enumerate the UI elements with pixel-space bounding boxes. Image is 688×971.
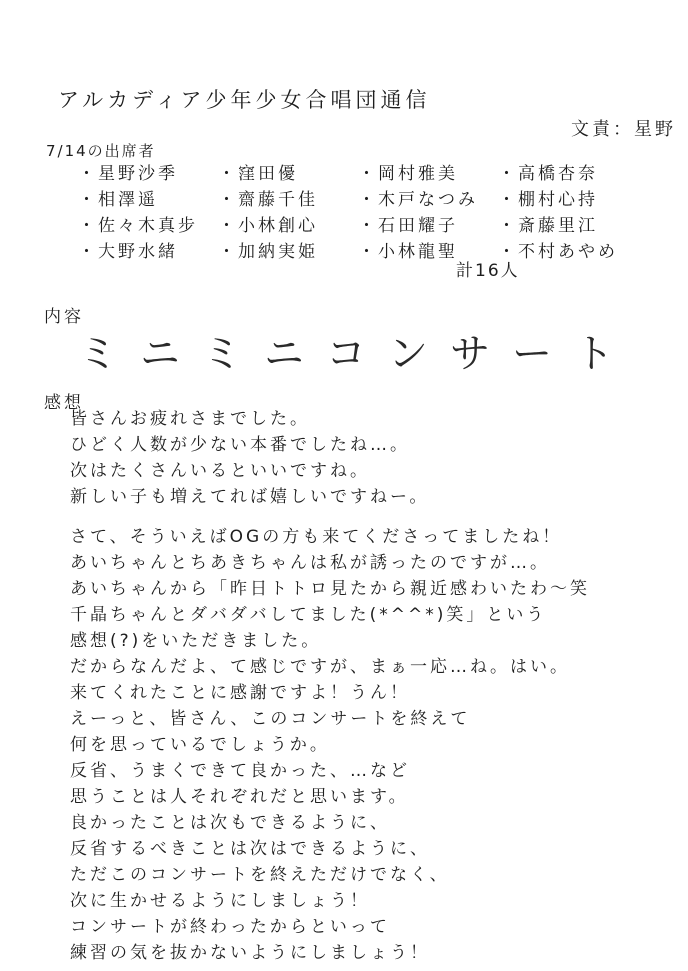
text-line: さて、そういえばOGの方も来てくださってましたね！ bbox=[70, 527, 563, 547]
newsletter-title: アルカディア少年少女合唱団通信 bbox=[58, 88, 431, 112]
impressions-heading: 感想 bbox=[44, 393, 84, 413]
attendee-name: ・ 岡村雅美 bbox=[358, 159, 498, 184]
text-line: 反省するべきことは次はできるように、 bbox=[70, 839, 430, 859]
text-line: 感想(?)をいただきました。 bbox=[70, 631, 322, 651]
text-line: えーっと、皆さん、このコンサートを終えて bbox=[70, 709, 471, 729]
attendee-name: ・ 小林龍聖 bbox=[358, 237, 498, 262]
attendee-name: ・ 不村あやめ bbox=[498, 237, 638, 262]
impressions-paragraph-1 bbox=[70, 406, 429, 510]
attendance-heading: 7/14の出席者 bbox=[46, 142, 156, 160]
attendee-name: ・ 佐々木真步 bbox=[78, 211, 218, 236]
text-line: だからなんだよ、て感じですが、まぁ一応…ね。はい。 bbox=[70, 657, 570, 677]
text-line: 反省、うまくできて良かった、…など bbox=[70, 761, 410, 781]
text-line: ただこのコンサートを終えただけでなく、 bbox=[70, 865, 450, 885]
attendance-list bbox=[78, 158, 678, 262]
attendance-row bbox=[78, 210, 678, 236]
attendee-name: ・ 棚村心持 bbox=[498, 185, 638, 210]
text-line: 皆さんお疲れさまでした。 bbox=[70, 409, 310, 429]
attendee-name: ・ 窪田優 bbox=[218, 159, 358, 184]
text-line: 来てくれたことに感謝ですよ！うん！ bbox=[70, 683, 410, 703]
text-line: ひどく人数が少ない本番でしたね…。 bbox=[70, 435, 410, 455]
attendee-name: ・ 大野水緒 bbox=[78, 237, 218, 262]
text-line: 次はたくさんいるといいですね。 bbox=[70, 461, 370, 481]
text-line: 練習の気を抜かないようにしましょう！ bbox=[70, 943, 430, 963]
concert-title: ミニミニコンサート bbox=[78, 331, 636, 377]
text-line: あいちゃんから「昨日トトロ見たから親近感わいたわ〜笑 bbox=[70, 579, 590, 599]
attendee-name: ・ 加納実姫 bbox=[218, 237, 358, 262]
attendance-total: 計16人 bbox=[456, 261, 520, 281]
content-heading: 内容 bbox=[44, 307, 84, 327]
text-line: 次に生かせるようにしましょう！ bbox=[70, 891, 370, 911]
attendance-row bbox=[78, 236, 678, 262]
attendee-name: ・ 星野沙季 bbox=[78, 159, 218, 184]
attendance-row bbox=[78, 184, 678, 210]
attendee-name: ・ 石田耀子 bbox=[358, 211, 498, 236]
attendee-name: ・ 相澤遥 bbox=[78, 185, 218, 210]
editor-credit: 文責：星野 bbox=[571, 119, 676, 140]
attendee-name: ・ 木戸なつみ bbox=[358, 185, 498, 210]
attendee-name: ・ 小林創心 bbox=[218, 211, 358, 236]
text-line: 新しい子も増えてれば嬉しいですねー。 bbox=[70, 487, 430, 507]
text-line: 千晶ちゃんとダバダバしてました(*^^*)笑」という bbox=[70, 605, 547, 625]
impressions-paragraph-2 bbox=[70, 524, 590, 706]
attendee-name: ・ 齋藤千佳 bbox=[218, 185, 358, 210]
attendance-row bbox=[78, 158, 678, 184]
text-line: 良かったことは次もできるように、 bbox=[70, 813, 390, 833]
attendee-name: ・ 高橋杏奈 bbox=[498, 159, 638, 184]
text-line: コンサートが終わったからといって bbox=[70, 917, 390, 937]
impressions-paragraph-3 bbox=[70, 706, 470, 966]
attendee-name: ・ 斎藤里江 bbox=[498, 211, 638, 236]
text-line: 何を思っているでしょうか。 bbox=[70, 735, 330, 755]
text-line: 思うことは人それぞれだと思います。 bbox=[70, 787, 409, 807]
text-line: あいちゃんとちあきちゃんは私が誘ったのですが…。 bbox=[70, 553, 550, 573]
